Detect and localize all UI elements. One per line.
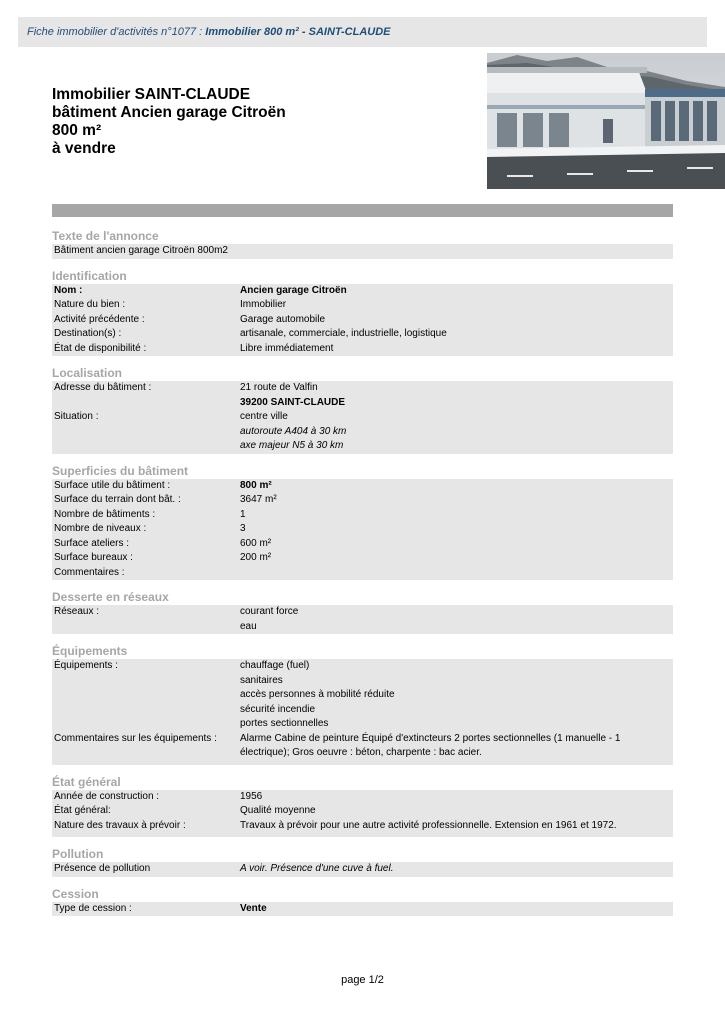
- surface-utile-label: Surface utile du bâtiment :: [54, 479, 171, 491]
- equipement-item: sanitaires: [240, 674, 283, 686]
- section-localisation: [52, 366, 673, 454]
- row-bureaux: [54, 551, 671, 566]
- section-equipements: [52, 644, 673, 765]
- equipement-item: sécurité incendie: [240, 703, 316, 715]
- commentaires-label: Commentaires :: [54, 566, 125, 578]
- title-line-4: à vendre: [52, 140, 116, 157]
- nb-niveaux-label: Nombre de niveaux :: [54, 523, 147, 534]
- row-activite: [54, 313, 671, 328]
- destination-value: artisanale, commerciale, industrielle, logistique: [240, 328, 447, 339]
- situation-line1: centre ville: [240, 411, 288, 422]
- reseaux-line2: eau: [240, 620, 257, 632]
- section-cession: [52, 887, 673, 917]
- annee-value: 1956: [240, 790, 263, 802]
- equipements-comment-line1: Alarme Cabine de peinture Équipé d'extincteurs 2 portes sectionnelles (1 manuelle - 1: [240, 732, 621, 744]
- reseaux-line1: courant force: [240, 606, 299, 617]
- nature-label: Nature du bien :: [54, 299, 126, 310]
- equipement-item: portes sectionnelles: [240, 718, 329, 729]
- adresse-line1: 21 route de Valfin: [240, 382, 318, 393]
- cession-value: Vente: [240, 902, 267, 914]
- section-identification: [52, 269, 673, 357]
- nom-label: Nom :: [54, 284, 83, 296]
- bureaux-value: 200 m²: [240, 552, 272, 563]
- equipements-label: Équipements :: [54, 660, 118, 671]
- row-cession: [54, 902, 671, 917]
- disponibilite-value: Libre immédiatement: [240, 342, 334, 354]
- etat-general-value: Qualité moyenne: [240, 805, 316, 816]
- cession-label: Type de cession :: [54, 902, 132, 914]
- activite-value: Garage automobile: [240, 313, 326, 325]
- section-title-localisation: Localisation: [52, 366, 123, 380]
- adresse-label: Adresse du bâtiment :: [54, 382, 152, 393]
- equipement-item: chauffage (fuel): [240, 660, 310, 671]
- texte-body: Bâtiment ancien garage Citroën 800m2: [52, 244, 673, 259]
- section-superficies: [52, 464, 673, 581]
- row-destination: [54, 327, 671, 342]
- section-title-desserte: Desserte en réseaux: [52, 590, 169, 604]
- nb-niveaux-value: 3: [240, 523, 246, 534]
- row-adresse: [54, 381, 671, 410]
- listing-content: [52, 229, 673, 926]
- nature-value: Immobilier: [240, 299, 287, 310]
- section-title-cession: Cession: [52, 886, 99, 901]
- row-etat-general: [54, 804, 671, 819]
- row-commentaires: [54, 566, 671, 581]
- reseaux-label: Réseaux :: [54, 606, 100, 617]
- section-title-pollution: Pollution: [52, 847, 104, 861]
- row-surface-terrain: [54, 493, 671, 508]
- activite-label: Activité précédente :: [54, 313, 145, 325]
- equipements-comment-label: Commentaires sur les équipements :: [54, 732, 217, 744]
- section-title-superficies: Superficies du bâtiment: [52, 463, 189, 478]
- section-title-equipements: Équipements: [52, 644, 128, 658]
- nb-batiments-value: 1: [240, 508, 246, 520]
- etat-general-label: État général:: [54, 805, 111, 816]
- nb-batiments-label: Nombre de bâtiments :: [54, 508, 156, 520]
- row-nb-niveaux: [54, 522, 671, 537]
- row-annee: [54, 790, 671, 805]
- adresse-line2: 39200 SAINT-CLAUDE: [240, 396, 346, 408]
- row-disponibilite: [54, 342, 671, 357]
- ateliers-label: Surface ateliers :: [54, 537, 130, 549]
- page-number: page 1/2: [341, 974, 384, 986]
- row-nom: [54, 284, 671, 299]
- header-title: Immobilier 800 m² - SAINT-CLAUDE: [205, 26, 391, 38]
- destination-label: Destination(s) :: [54, 328, 122, 339]
- separator-bar: [52, 204, 673, 217]
- title-line-1: Immobilier SAINT-CLAUDE: [52, 86, 251, 103]
- nom-value: Ancien garage Citroën: [240, 284, 347, 296]
- row-ateliers: [54, 537, 671, 552]
- header-prefix: Fiche immobilier d'activités n°1077 :: [27, 26, 206, 38]
- surface-terrain-label: Surface du terrain dont bât. :: [54, 494, 181, 505]
- situation-line3: axe majeur N5 à 30 km: [240, 440, 344, 451]
- section-texte: [52, 229, 673, 259]
- title-line-2: bâtiment Ancien garage Citroën: [52, 104, 286, 121]
- building-photo: [487, 53, 725, 189]
- row-nb-batiments: [54, 508, 671, 523]
- row-pollution: [54, 862, 671, 877]
- row-travaux: [54, 819, 671, 834]
- surface-terrain-value: 3647 m²: [240, 494, 277, 505]
- row-situation: [54, 410, 671, 454]
- document-header-bar: [18, 17, 707, 47]
- listing-title: [52, 86, 286, 158]
- section-title-etat: État général: [52, 774, 121, 789]
- situation-line2: autoroute A404 à 30 km: [240, 425, 347, 437]
- row-nature: [54, 298, 671, 313]
- row-equipements-comment: [54, 732, 671, 761]
- section-pollution: [52, 847, 673, 877]
- situation-label: Situation :: [54, 411, 99, 422]
- equipement-item: accès personnes à mobilité réduite: [240, 689, 395, 700]
- row-equipements: [54, 659, 671, 732]
- disponibilite-label: État de disponibilité :: [54, 342, 147, 354]
- pollution-label: Présence de pollution: [54, 863, 151, 874]
- surface-utile-value: 800 m²: [240, 479, 272, 491]
- row-surface-utile: [54, 479, 671, 494]
- section-etat: [52, 775, 673, 838]
- travaux-value: Travaux à prévoir pour une autre activité professionnelle. Extension en 1961 et 1972.: [240, 819, 617, 831]
- ateliers-value: 600 m²: [240, 537, 272, 549]
- title-line-3: 800 m²: [52, 122, 102, 139]
- pollution-value: A voir. Présence d'une cuve à fuel.: [240, 863, 394, 874]
- travaux-label: Nature des travaux à prévoir :: [54, 819, 186, 831]
- section-desserte: [52, 590, 673, 634]
- annee-label: Année de construction :: [54, 790, 160, 802]
- section-title-texte: Texte de l'annonce: [52, 229, 159, 243]
- section-title-identification: Identification: [52, 268, 127, 283]
- bureaux-label: Surface bureaux :: [54, 552, 133, 563]
- equipements-comment-line2: électrique); Gros oeuvre : béton, charpente : bac acier.: [240, 747, 482, 758]
- row-reseaux: [54, 605, 671, 634]
